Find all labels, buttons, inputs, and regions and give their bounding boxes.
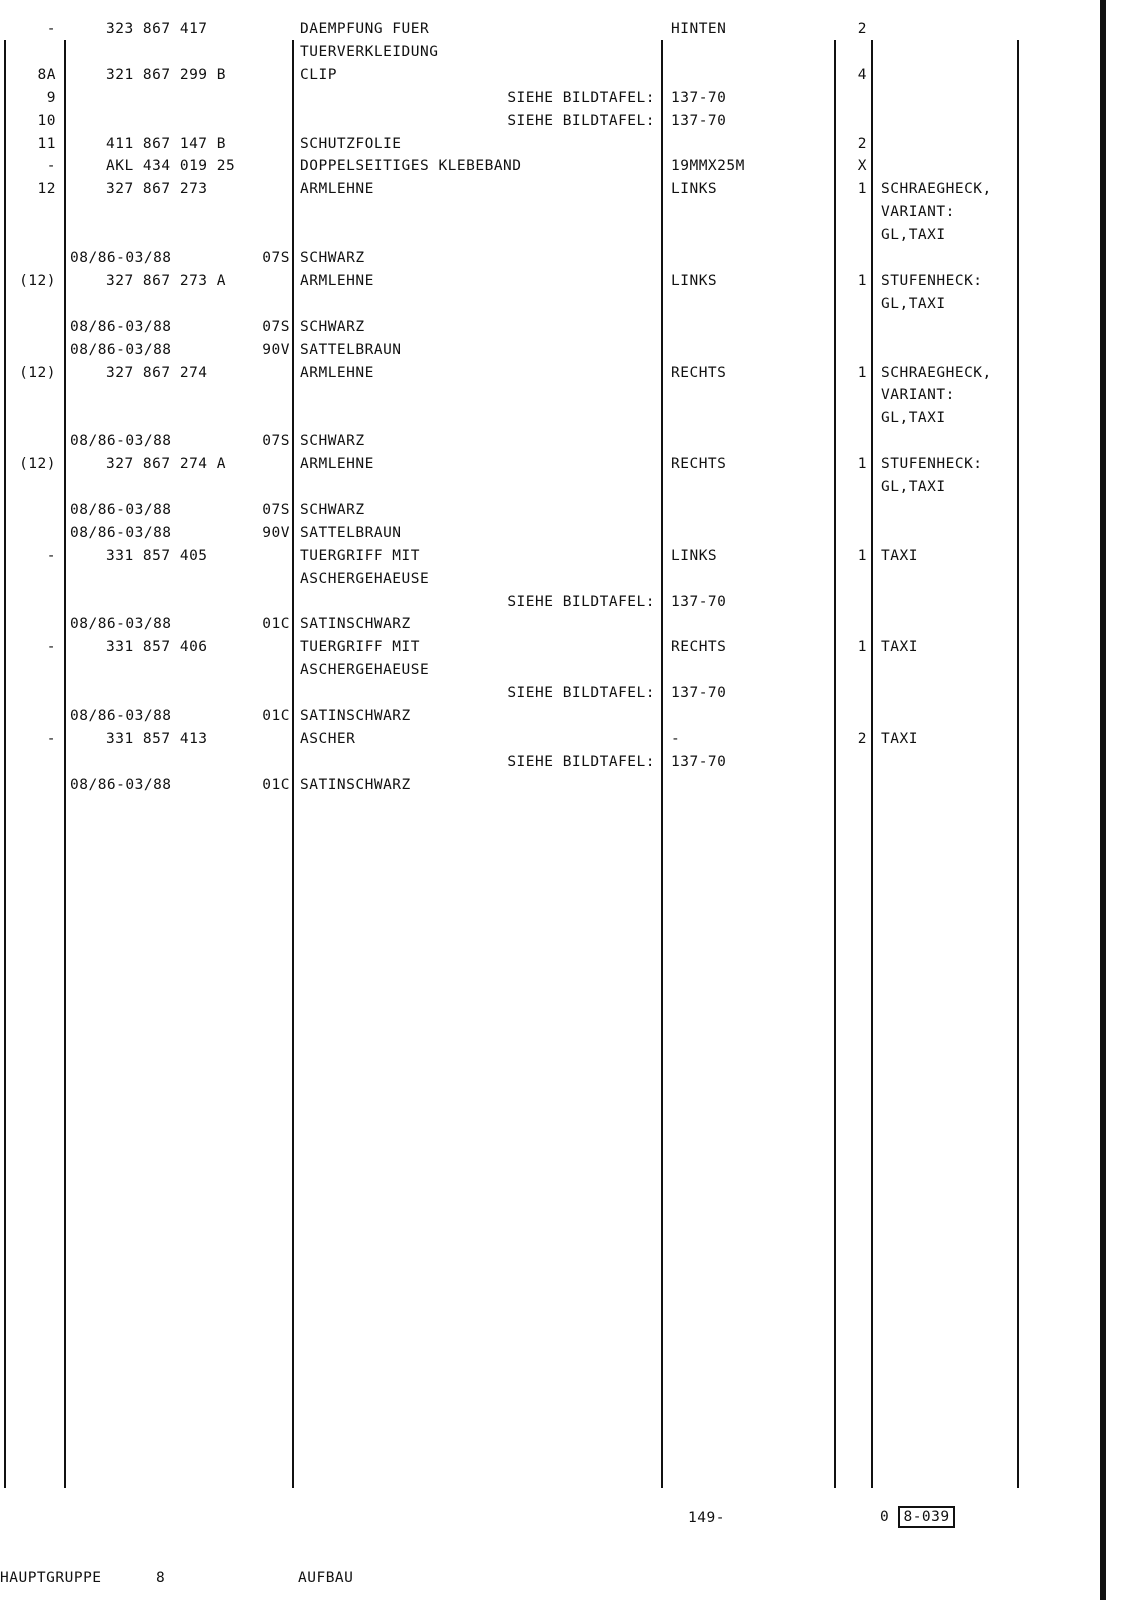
color-code: 07S xyxy=(262,250,290,266)
table-row xyxy=(0,545,1030,567)
item-position: (12) xyxy=(19,456,56,473)
table-row xyxy=(0,133,1030,155)
part-remark: RECHTS xyxy=(671,456,727,473)
model-remark: SCHRAEGHECK, xyxy=(881,181,992,198)
model-remark: STUFENHECK: xyxy=(881,456,983,473)
part-remark: RECHTS xyxy=(671,639,727,656)
part-description: ASCHERGEHAEUSE xyxy=(300,662,430,679)
item-position: (12) xyxy=(19,364,56,381)
validity-period: 08/86-03/88 xyxy=(70,708,172,724)
item-position: (12) xyxy=(19,272,56,289)
model-remark: GL,TAXI xyxy=(881,295,946,312)
item-position: - xyxy=(46,547,56,564)
part-description: SCHWARZ xyxy=(300,318,365,335)
table-row xyxy=(0,407,1030,429)
quantity: 1 xyxy=(857,272,867,289)
table-row xyxy=(0,316,1030,338)
part-number: 327 867 273 xyxy=(106,181,208,198)
reference-note: SIEHE BILDTAFEL: xyxy=(507,89,655,106)
table-row xyxy=(0,499,1030,521)
model-remark: GL,TAXI xyxy=(881,410,946,427)
validity-period: 08/86-03/88 xyxy=(70,250,172,266)
quantity: 2 xyxy=(857,730,867,747)
item-position: - xyxy=(46,158,56,175)
table-row xyxy=(0,224,1030,246)
item-position: 12 xyxy=(37,181,56,198)
table-row xyxy=(0,568,1030,590)
model-remark: STUFENHECK: xyxy=(881,272,983,289)
validity-period: 08/86-03/88 xyxy=(70,776,172,793)
color-code: 90V xyxy=(262,341,290,358)
table-row xyxy=(0,659,1030,681)
part-remark: 137-70 xyxy=(671,89,727,106)
table-row xyxy=(0,270,1030,292)
validity-period: 08/86-03/88 xyxy=(70,318,172,335)
part-description: ARMLEHNE xyxy=(300,364,374,381)
table-row xyxy=(0,522,1030,544)
part-description: SCHWARZ xyxy=(300,501,365,518)
part-description: TUERGRIFF MIT xyxy=(300,547,420,564)
reference-note: SIEHE BILDTAFEL: xyxy=(507,593,655,610)
validity-period: 08/86-03/88 xyxy=(70,501,172,518)
table-row xyxy=(0,362,1030,384)
group-label: HAUPTGRUPPE xyxy=(0,1570,102,1586)
sheet-stamp-prefix: 0 xyxy=(880,1509,890,1525)
item-position: - xyxy=(46,21,56,37)
part-description: ASCHER xyxy=(300,730,356,747)
reference-note: SIEHE BILDTAFEL: xyxy=(507,112,655,129)
item-position: - xyxy=(46,639,56,656)
part-remark: 137-70 xyxy=(671,112,727,129)
table-row xyxy=(0,476,1030,498)
quantity: 1 xyxy=(857,364,867,381)
part-number: 327 867 274 A xyxy=(106,456,226,473)
part-remark: 19MMX25M xyxy=(671,158,745,175)
page-number: 149- xyxy=(688,1510,725,1526)
item-position: 11 xyxy=(37,135,56,152)
part-number: 331 857 406 xyxy=(106,639,208,656)
validity-period: 08/86-03/88 xyxy=(70,616,172,633)
part-remark: 137-70 xyxy=(671,685,727,702)
validity-period: 08/86-03/88 xyxy=(70,524,172,541)
table-row xyxy=(0,201,1030,223)
group-title: AUFBAU xyxy=(298,1570,354,1586)
table-row xyxy=(0,18,1030,40)
quantity: 1 xyxy=(857,181,867,198)
part-description: ARMLEHNE xyxy=(300,181,374,198)
part-description: SATINSCHWARZ xyxy=(300,616,411,633)
validity-period: 08/86-03/88 xyxy=(70,341,172,358)
table-row xyxy=(0,705,1030,727)
table-row xyxy=(0,591,1030,613)
part-number: 321 867 299 B xyxy=(106,66,226,83)
validity-period: 08/86-03/88 xyxy=(70,433,172,450)
table-row xyxy=(0,293,1030,315)
table-row xyxy=(0,751,1030,773)
model-remark: GL,TAXI xyxy=(881,479,946,495)
part-description: SATINSCHWARZ xyxy=(300,708,411,724)
quantity: 2 xyxy=(857,21,867,37)
model-remark: TAXI xyxy=(881,547,918,564)
table-row xyxy=(0,178,1030,200)
group-number: 8 xyxy=(156,1570,166,1586)
part-number: 323 867 417 xyxy=(106,21,208,37)
table-row xyxy=(0,41,1030,63)
part-remark: LINKS xyxy=(671,181,718,198)
part-remark: RECHTS xyxy=(671,364,727,381)
table-row xyxy=(0,155,1030,177)
part-remark: 137-70 xyxy=(671,753,727,770)
table-row xyxy=(0,339,1030,361)
item-position: 8A xyxy=(37,66,56,83)
part-description: CLIP xyxy=(300,66,337,83)
item-position: 10 xyxy=(37,112,56,129)
color-code: 90V xyxy=(262,524,290,541)
item-position: 9 xyxy=(46,89,56,106)
part-description: ARMLEHNE xyxy=(300,456,374,473)
table-row xyxy=(0,636,1030,658)
part-description: DAEMPFUNG FUER xyxy=(300,21,430,37)
model-remark: TAXI xyxy=(881,639,918,656)
quantity: X xyxy=(857,158,867,175)
model-remark: TAXI xyxy=(881,730,918,747)
part-description: SATINSCHWARZ xyxy=(300,776,411,793)
part-number: 331 857 413 xyxy=(106,730,208,747)
part-remark: - xyxy=(671,730,681,747)
color-code: 07S xyxy=(262,501,290,518)
table-row xyxy=(0,64,1030,86)
table-row xyxy=(0,728,1030,750)
table-row xyxy=(0,430,1030,452)
part-description: SATTELBRAUN xyxy=(300,524,402,541)
table-row xyxy=(0,774,1030,796)
part-number: 327 867 273 A xyxy=(106,272,226,289)
part-description: SATTELBRAUN xyxy=(300,341,402,358)
reference-note: SIEHE BILDTAFEL: xyxy=(507,753,655,770)
part-remark: LINKS xyxy=(671,272,718,289)
part-description: SCHWARZ xyxy=(300,433,365,450)
quantity: 4 xyxy=(857,66,867,83)
part-remark: LINKS xyxy=(671,547,718,564)
part-number: 411 867 147 B xyxy=(106,135,226,152)
part-description: SCHWARZ xyxy=(300,250,365,266)
model-remark: VARIANT: xyxy=(881,387,955,404)
part-description: SCHUTZFOLIE xyxy=(300,135,402,152)
part-description: TUERGRIFF MIT xyxy=(300,639,420,656)
table-row xyxy=(0,87,1030,109)
scan-edge xyxy=(1100,0,1106,1600)
part-number: AKL 434 019 25 xyxy=(106,158,236,175)
reference-note: SIEHE BILDTAFEL: xyxy=(507,685,655,702)
model-remark: VARIANT: xyxy=(881,204,955,221)
table-row xyxy=(0,110,1030,132)
table-row xyxy=(0,682,1030,704)
table-row xyxy=(0,613,1030,635)
color-code: 01C xyxy=(262,616,290,633)
part-remark: HINTEN xyxy=(671,21,727,37)
model-remark: GL,TAXI xyxy=(881,227,946,244)
quantity: 1 xyxy=(857,639,867,656)
part-number: 331 857 405 xyxy=(106,547,208,564)
table-row xyxy=(0,384,1030,406)
part-description: ASCHERGEHAEUSE xyxy=(300,570,430,587)
sheet-stamp-number: 8-039 xyxy=(898,1506,954,1528)
table-row xyxy=(0,453,1030,475)
part-number: 327 867 274 xyxy=(106,364,208,381)
sheet-stamp xyxy=(880,1506,955,1528)
quantity: 1 xyxy=(857,547,867,564)
item-position: - xyxy=(46,730,56,747)
part-description: TUERVERKLEIDUNG xyxy=(300,43,439,60)
quantity: 1 xyxy=(857,456,867,473)
quantity: 2 xyxy=(857,135,867,152)
part-description: DOPPELSEITIGES KLEBEBAND xyxy=(300,158,522,175)
color-code: 01C xyxy=(262,708,290,724)
table-row xyxy=(0,247,1030,269)
part-description: ARMLEHNE xyxy=(300,272,374,289)
part-remark: 137-70 xyxy=(671,593,727,610)
model-remark: SCHRAEGHECK, xyxy=(881,364,992,381)
color-code: 01C xyxy=(262,776,290,793)
color-code: 07S xyxy=(262,433,290,450)
color-code: 07S xyxy=(262,318,290,335)
